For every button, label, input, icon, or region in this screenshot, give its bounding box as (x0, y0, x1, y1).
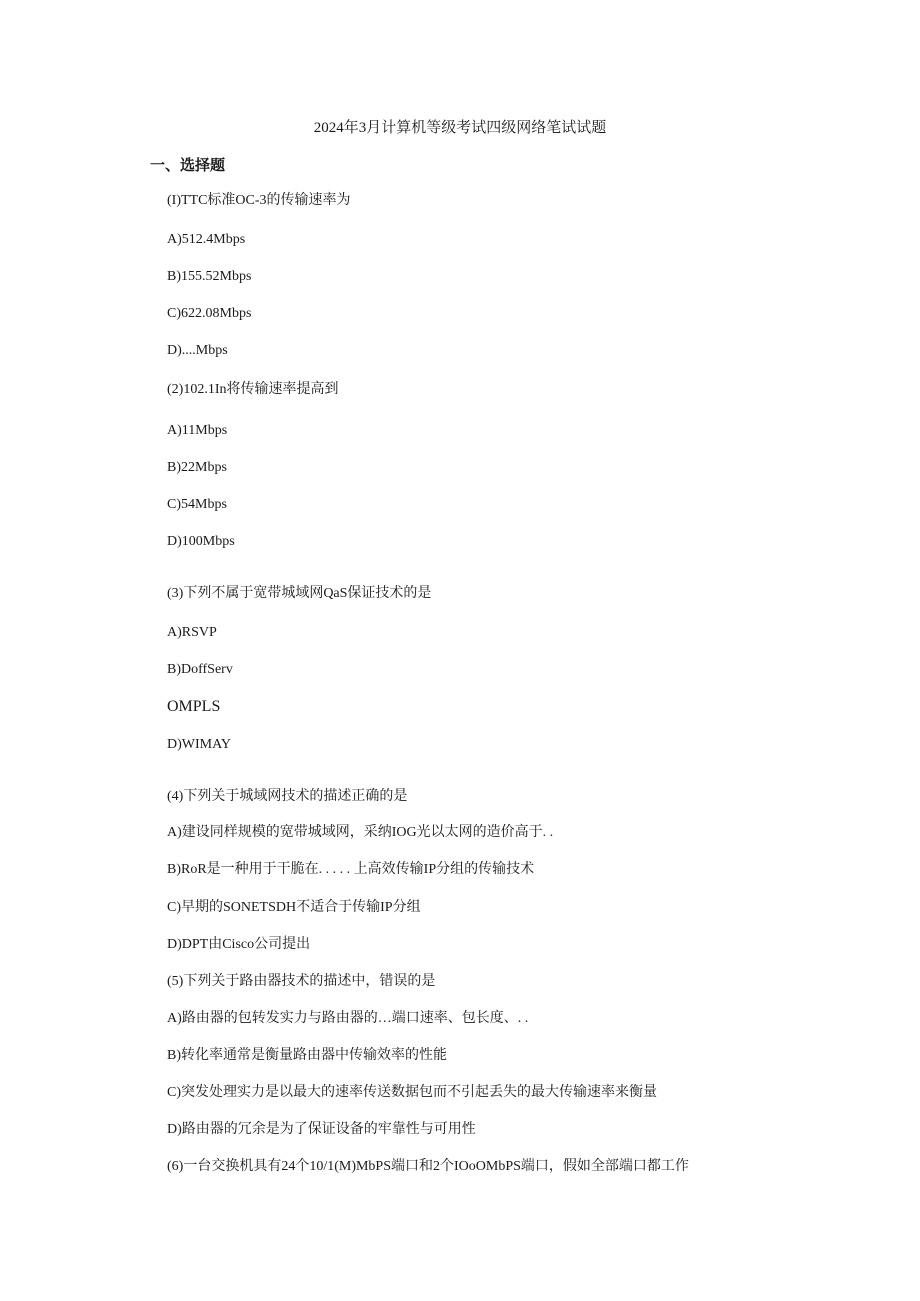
option-3a: A)RSVP (167, 625, 217, 640)
option-5d: D)路由器的冗余是为了保证设备的牢靠性与可用性 (167, 1122, 476, 1137)
question-6: (6)一台交换机具有24个10/1(M)MbPS端口和2个IOoOMbPS端口，假如全部端口都工作 (167, 1159, 689, 1174)
option-3c: OMPLS (167, 698, 221, 715)
option-4b: B)RoR是一种用于干脆在. . . . . 上高效传输IP分组的传输技术 (167, 862, 535, 877)
option-2b: B)22Mbps (167, 460, 227, 475)
option-1c: C)622.08Mbps (167, 306, 252, 321)
option-1b: B)155.52Mbps (167, 269, 252, 284)
page-title: 2024年3月计算机等级考试四级网络笔试试题 (313, 120, 607, 136)
option-1a: A)512.4Mbps (167, 232, 246, 247)
question-3: (3)下列不属于宽带城域网QaS保证技术的是 (167, 586, 432, 601)
option-1d: D)....Mbps (167, 343, 228, 358)
option-4d: D)DPT由Cisco公司提出 (167, 937, 311, 952)
option-3b: B)DoffServ (167, 662, 233, 677)
section-heading: 一、选择题 (150, 158, 226, 174)
option-2d: D)100Mbps (167, 534, 235, 549)
option-2c: C)54Mbps (167, 497, 227, 512)
option-5b: B)转化率通常是衡量路由器中传输效率的性能 (167, 1048, 447, 1063)
question-2: (2)102.1In将传输速率提高到 (167, 382, 339, 397)
question-1: (I)TTC标准OC-3的传输速率为 (167, 193, 351, 208)
question-5: (5)下列关于路由器技术的描述中，错误的是 (167, 974, 436, 989)
option-5c: C)突发处理实力是以最大的速率传送数据包而不引起丢失的最大传输速率来衡量 (167, 1085, 657, 1100)
option-4c: C)早期的SONETSDH不适合于传输IP分组 (167, 900, 421, 915)
option-5a: A)路由器的包转发实力与路由器的…端口速率、包长度、. . (167, 1011, 529, 1026)
question-4: (4)下列关于城域网技术的描述正确的是 (167, 789, 408, 804)
option-3d: D)WIMAY (167, 737, 232, 752)
option-4a: A)建设同样规模的宽带城域网，采纳IOG光以太网的造价高于. . (167, 825, 554, 840)
option-2a: A)11Mbps (167, 423, 228, 438)
